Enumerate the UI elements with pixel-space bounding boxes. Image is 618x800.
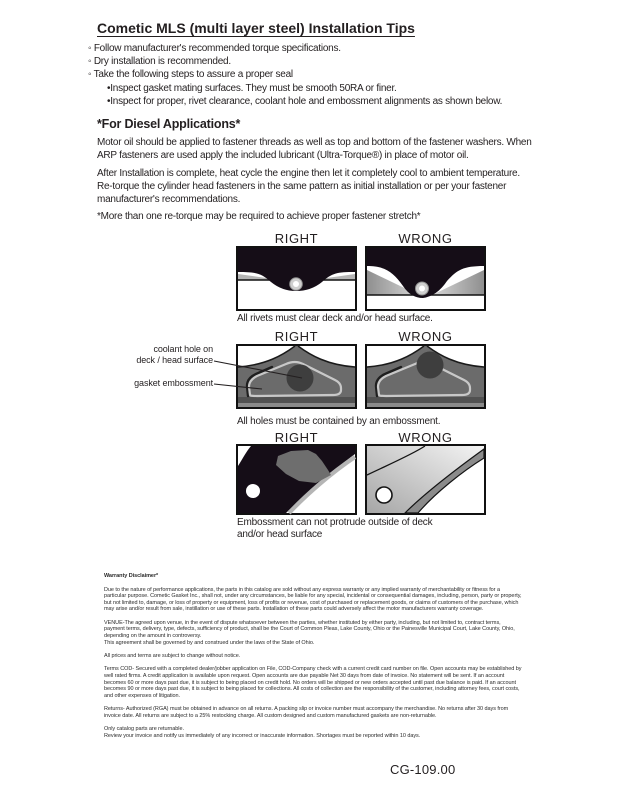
catalog-note: Only catalog parts are returnable. (104, 726, 184, 733)
protrusion-right-diagram (236, 444, 357, 515)
wrong-label: WRONG (398, 231, 453, 246)
gasket-embossment-label: gasket embossment (134, 378, 213, 388)
tip-bullet (88, 55, 558, 68)
returns-paragraph: Returns- Authorized (RGA) must be obtained in advance on all returns. A packing slip or invoice number must accompany the merchandise. No returns after 30 days from invoice date. All returns are subject to a 25% restocking charge. All custom designed and custom manufactured gaskets are non-returnable. (104, 706, 509, 719)
tip-bullet (88, 68, 558, 81)
bullet-icon: • (107, 82, 111, 94)
embossment-wrong-diagram (365, 344, 486, 409)
diesel-paragraph-1: Motor oil should be applied to fastener threads as well as top and bottom of the fastener washers. When ARP fasteners are used apply the included lubricant (Ultra-Torque®) in place of motor oil. (97, 137, 532, 161)
warranty-heading: Warranty Disclaimer* (104, 573, 159, 579)
right-label: RIGHT (274, 430, 319, 445)
pair3-caption (237, 517, 497, 541)
prices-line: All prices and terms are subject to change without notice. (104, 652, 241, 659)
bullet-icon: ◦ (88, 69, 92, 81)
page-title: Cometic MLS (multi layer steel) Installation Tips (97, 20, 415, 36)
rivet-wrong-illustration (365, 246, 486, 311)
leader-lines (112, 338, 312, 398)
rivet-wrong-diagram (365, 246, 486, 311)
pair1-caption: All rivets must clear deck and/or head surface. (237, 313, 433, 324)
wrong-label: WRONG (398, 430, 453, 445)
warranty-disclaimer (104, 573, 522, 746)
protrusion-wrong-diagram (365, 444, 486, 515)
diesel-paragraph-2: After Installation is complete, heat cycle the engine then let it completely cool to ambient temperature. Re-torque the cylinder head fasteners in the same pattern as initial installation or per your fastener manufacturer's recommendations. (97, 168, 520, 205)
rivet-right-diagram (236, 246, 357, 311)
tip-text: Inspect gasket mating surfaces. They must be smooth 50RA or finer. (110, 82, 397, 94)
bullet-icon: ◦ (88, 43, 92, 54)
tip-text: Inspect for proper, rivet clearance, coolant hole and embossment alignments as shown below. (110, 95, 503, 107)
embossment-wrong-illustration (365, 344, 486, 409)
page-number: CG-109.00 (390, 762, 456, 777)
bullet-icon: ◦ (88, 56, 92, 68)
right-label: RIGHT (274, 231, 319, 246)
tip-sub-bullet (88, 82, 558, 95)
terms-paragraph: Terms COD- Secured with a completed dealer/jobber application on File, COD-Company check with a current credit card number on file. Open accounts may be established by well rated firms. A credit application is available upon request. Open accounts are due payable Net 30 days from date of invoice. No statement will be sent. If an account becomes 60 or more days past due, it is subject to being placed on credit hold. No orders will be shipped or new orders accepted until past due balance is paid. If an account becomes 90 or more days past due, it is subject to being placed for collections. All costs of collection are the responsibility of the customer, including attorney fees, court costs, and other expenses of litigation. (104, 666, 522, 699)
tip-text: Dry installation is recommended. (93, 56, 231, 68)
governed-line: This agreement shall be governed by and construed under the laws of the State of Ohio. (104, 639, 315, 646)
diesel-heading: *For Diesel Applications* (97, 117, 241, 131)
protrusion-right-illustration (236, 444, 357, 515)
tip-sub-bullet (88, 95, 558, 108)
wrong-label: WRONG (398, 329, 453, 344)
coolant-hole-label-line2: deck / head surface (136, 355, 213, 365)
tip-bullet (88, 42, 558, 55)
warranty-paragraph: Due to the nature of performance applications, the parts in this catalog are sold without any express warranty or any implied warranty of merchantability or fitness for a particular purpose. Cometic Gasket Inc., shall not, under any circumstances, be liable for any special, incidental or consequential damages, including, person, party or property, but not limited to, damage, or loss of property or equipment, loss of profits or revenue, cost of purchased or replacement goods, or claims of customers of the purchase, which may arise and/or result from sale, instillation or use of these parts. Installation of these parts could adversely affect the motor manufacturers warranty coverage. (104, 586, 522, 613)
tip-text: Follow manufacturer's recommended torque specifications. (93, 43, 341, 54)
coolant-hole-label-line1: coolant hole on (153, 344, 213, 354)
protrusion-wrong-illustration (365, 444, 486, 515)
review-note: Review your invoice and notify us immediately of any incorrect or inaccurate information. Shortages must be reported within 10 days. (104, 732, 421, 739)
retorque-note: *More than one re-torque may be required to achieve proper fastener stretch* (97, 211, 421, 222)
right-label: RIGHT (274, 329, 319, 344)
tips-list (88, 42, 558, 108)
pair3-caption-line2: and/or head surface (237, 529, 323, 540)
pair2-caption: All holes must be contained by an embossment. (237, 416, 441, 427)
rivet-right-illustration (236, 246, 357, 311)
tip-text: Take the following steps to assure a proper seal (93, 69, 293, 81)
bullet-icon: • (107, 95, 111, 107)
pair3-caption-line1: Embossment can not protrude outside of deck (237, 517, 433, 528)
venue-paragraph: VENUE-The agreed upon venue, in the event of dispute whatsoever between the parties, whether instituted by either party, including, but not limited to, contract terms, payment terms, delivery, type, defects, sufficiency of product, shall be the Court of Common Pleas, Lake County, Ohio or the Painesville Municipal Court, Lake County, Ohio, depending on the amount in controversy. (104, 619, 515, 639)
